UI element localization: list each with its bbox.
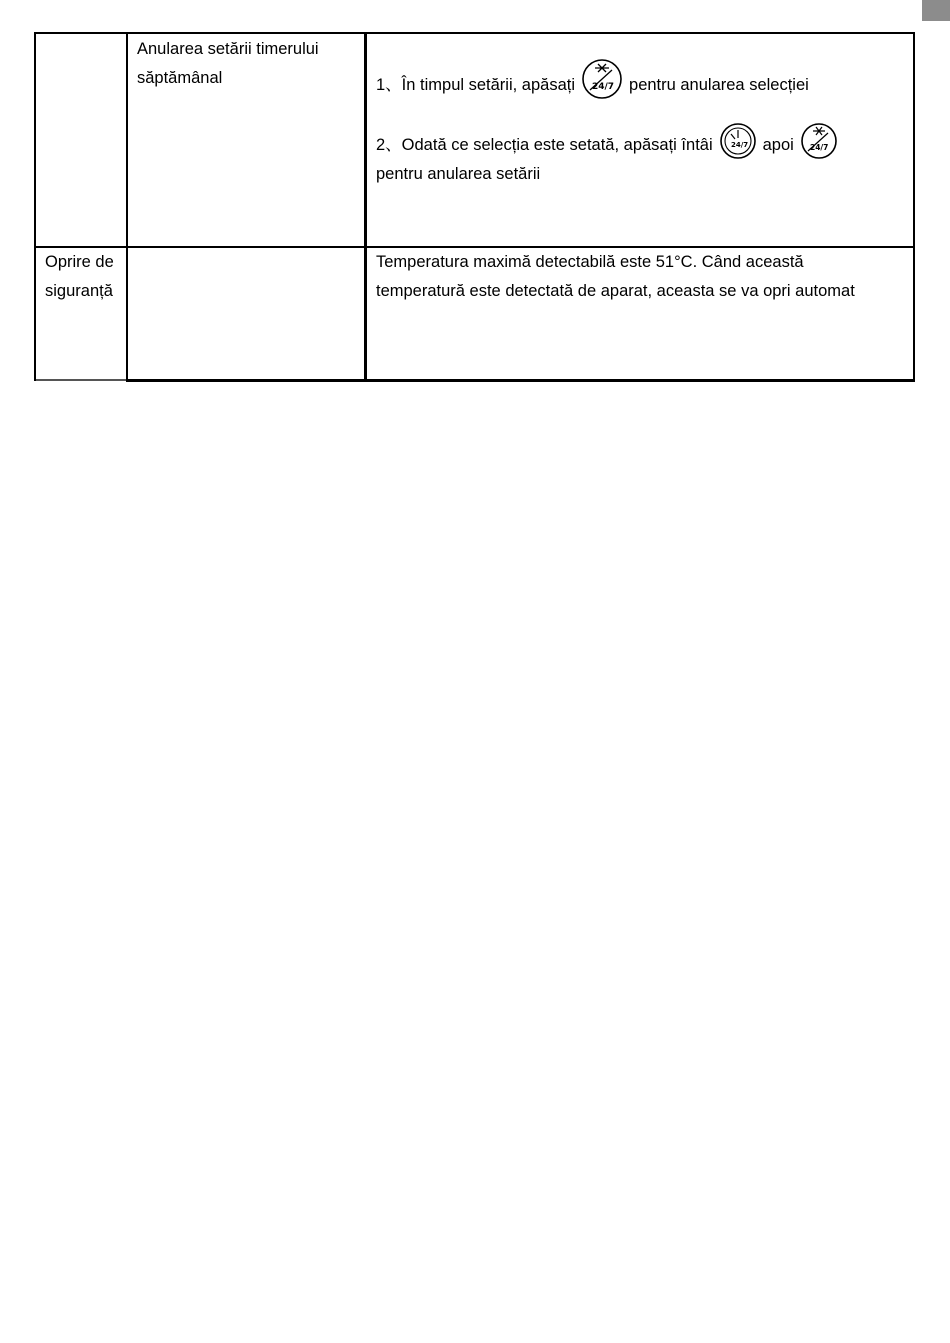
table-bottom-border: [126, 379, 915, 382]
step-1: [376, 58, 905, 100]
row2-description-cell: [367, 248, 913, 305]
cancel-247-icon-2: [800, 122, 838, 160]
row1-function-label: Anularea setării timerului săptămânal: [137, 40, 319, 87]
row1-description-cell: [367, 34, 913, 189]
timer-247-icon: [719, 122, 757, 160]
row1-function-cell: [128, 34, 364, 92]
row1-feature-cell: [36, 34, 126, 246]
cancel-247-icon: [581, 58, 623, 100]
step-2-text-end: pentru anularea setării: [376, 165, 541, 183]
timer-icon-label: 24/7: [730, 141, 748, 149]
row2-feature-label: Oprire de siguranță: [45, 253, 114, 300]
step-2-text: 2、Odată ce selecția este setată, apăsați întâi: [376, 136, 713, 154]
table-right-border: [913, 32, 915, 382]
step-2-text-mid: apoi: [762, 136, 794, 154]
step-2: [376, 122, 905, 189]
step-1-text: 1、În timpul setării, apăsați: [376, 76, 576, 94]
page-corner-tab: [922, 0, 950, 21]
step-1-text-end: pentru anularea selecției: [629, 76, 809, 94]
row2-feature-cell: [36, 248, 126, 305]
cancel-icon-label: 24/7: [592, 82, 615, 92]
cancel-icon-label-2: 24/7: [809, 143, 829, 152]
table-bottom-border-left: [34, 379, 126, 381]
row2-description-text: Temperatura maximă detectabilă este 51°C. Când această temperatură este detectată de aparat, aceasta se va opri automat: [376, 253, 855, 300]
settings-table: [34, 32, 915, 382]
